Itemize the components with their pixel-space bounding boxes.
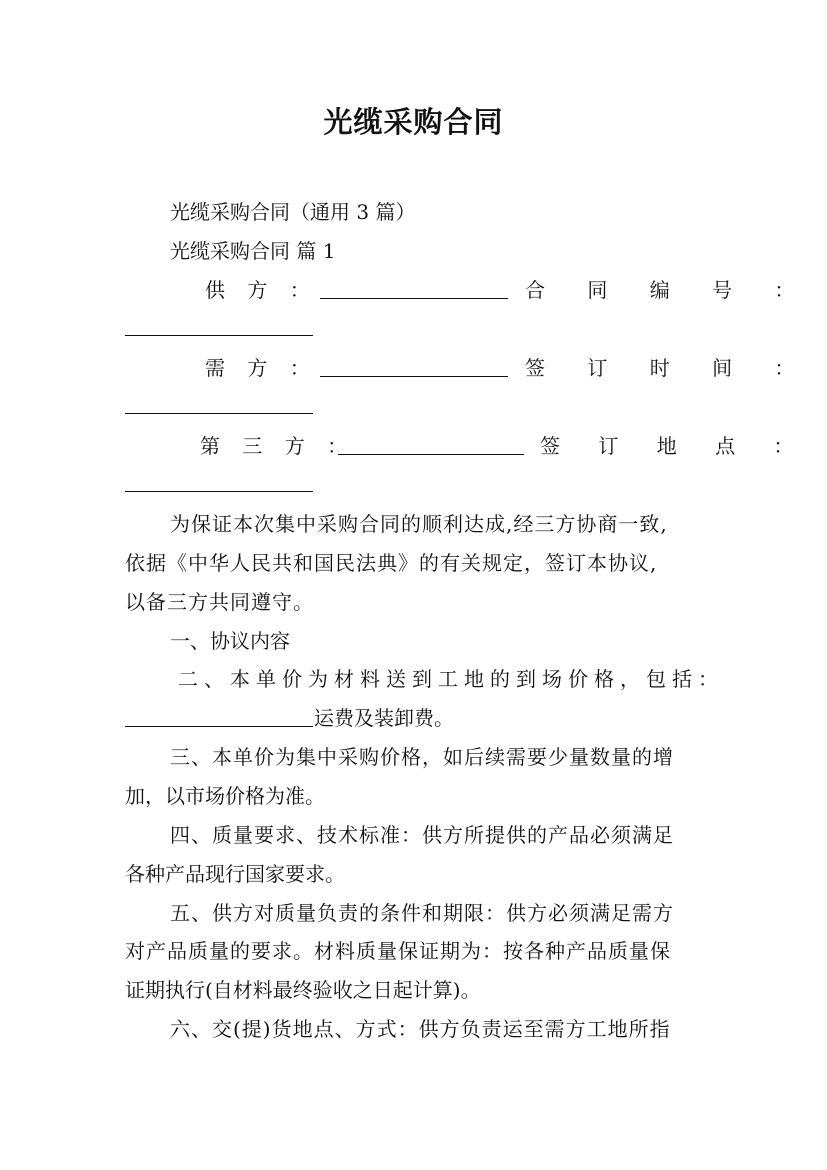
sign-place-label: 签 订 地 点 ：	[540, 434, 810, 458]
section-heading: 光缆采购合同 篇 1	[170, 239, 336, 263]
sign-time-label: 签 订 时 间 ：	[525, 356, 813, 380]
buyer-label: 需 方 ：	[205, 356, 318, 380]
item-6-line-1: 六、交(提)货地点、方式：供方负责运至需方工地所指	[170, 1017, 671, 1041]
supplier-label: 供 方 ：	[205, 278, 318, 302]
item-4-line-1: 四、质量要求、技术标准：供方所提供的产品必须满足	[170, 823, 674, 847]
intro-line-1: 为保证本次集中采购合同的顺利达成,经三方协商一致,	[170, 512, 668, 536]
item-3-line-1: 三、本单价为集中采购价格，如后续需要少量数量的增	[170, 745, 674, 769]
item-5-line-1: 五、供方对质量负责的条件和期限：供方必须满足需方	[170, 901, 674, 925]
buyer-blank	[320, 376, 508, 377]
intro-line-2: 依据《中华人民共和国民法典》的有关规定，签订本协议,	[125, 551, 658, 575]
sign-time-blank	[125, 413, 313, 414]
item-2-blank	[125, 726, 313, 727]
item-5-line-3: 证期执行(自材料最终验收之日起计算)。	[125, 978, 481, 1002]
item-1: 一、协议内容	[170, 629, 290, 653]
contract-no-label: 合 同 编 号 ：	[525, 278, 813, 302]
document-title: 光缆采购合同	[323, 105, 504, 139]
item-5-line-2: 对产品质量的要求。材料质量保证期为：按各种产品质量保	[125, 939, 671, 963]
third-party-blank	[338, 454, 524, 455]
contract-no-blank	[125, 335, 313, 336]
intro-line-3: 以备三方共同遵守。	[125, 590, 314, 614]
sign-place-blank	[125, 491, 313, 492]
item-2-line-1: 二、本单价为材料送到工地的到场价格，包括：	[178, 667, 724, 691]
document-subtitle: 光缆采购合同（通用 3 篇）	[170, 200, 416, 224]
item-2-line-2: 运费及装卸费。	[314, 706, 454, 730]
item-4-line-2: 各种产品现行国家要求。	[125, 862, 345, 886]
third-party-label: 第 三 方 ：	[200, 434, 356, 458]
item-3-line-2: 加，以市场价格为准。	[125, 784, 325, 808]
supplier-blank	[320, 298, 508, 299]
